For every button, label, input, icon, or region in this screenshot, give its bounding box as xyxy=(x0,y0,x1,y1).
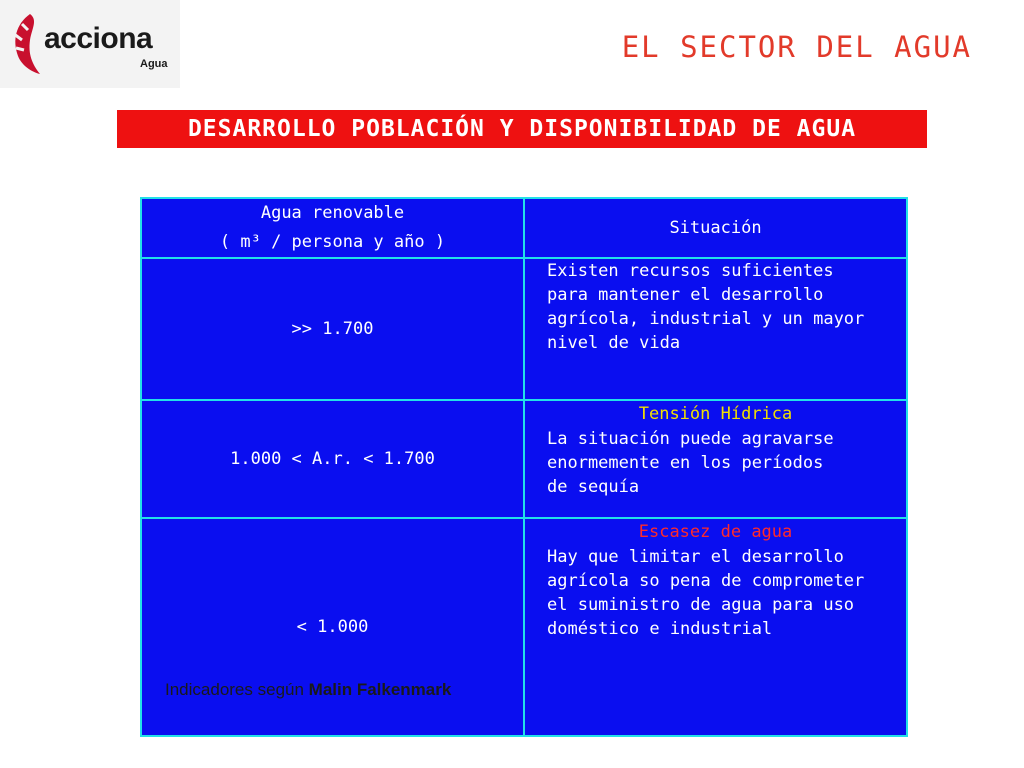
situation-line: Hay que limitar el desarrollo xyxy=(547,547,844,567)
renewable-value-cell: >> 1.700 xyxy=(141,258,524,400)
header-cell-situation: Situación xyxy=(524,198,907,258)
situation-line: el suministro de agua para uso xyxy=(547,595,855,615)
renewable-value-cell: < 1.000 xyxy=(141,518,524,736)
situation-line: para mantener el desarrollo xyxy=(547,285,824,305)
situation-line: agrícola, industrial y un mayor xyxy=(547,309,865,329)
situation-cell xyxy=(524,258,907,400)
logo-subtitle: Agua xyxy=(140,58,168,70)
renewable-value-cell: 1.000 < A.r. < 1.700 xyxy=(141,400,524,518)
situation-line: doméstico e industrial xyxy=(547,619,773,639)
water-scarcity-tag: Escasez de agua xyxy=(638,522,793,542)
situation-line: agrícola so pena de comprometer xyxy=(547,571,865,591)
water-stress-tag: Tensión Hídrica xyxy=(638,404,793,424)
water-availability-table xyxy=(140,197,908,737)
acciona-logo xyxy=(0,0,180,88)
situation-line: enormemente en los períodos xyxy=(547,453,824,473)
situation-line: La situación puede agravarse xyxy=(547,429,834,449)
table-row xyxy=(141,518,907,736)
table-row xyxy=(141,400,907,518)
situation-cell xyxy=(524,400,907,518)
footnote-author: Malin Falkenmark xyxy=(308,680,452,699)
table-header-row xyxy=(141,198,907,258)
section-banner: DESARROLLO POBLACIÓN Y DISPONIBILIDAD DE AGUA xyxy=(117,110,927,148)
table-row xyxy=(141,258,907,400)
header-renewable-label: Agua renovable xyxy=(260,203,405,223)
situation-cell xyxy=(524,518,907,736)
header-renewable-unit: ( m³ / persona y año ) xyxy=(219,232,446,252)
situation-line: de sequía xyxy=(547,477,640,497)
situation-line: Existen recursos suficientes xyxy=(547,261,834,281)
header-cell-renewable-water xyxy=(141,198,524,258)
page-title: EL SECTOR DEL AGUA xyxy=(621,30,972,64)
situation-line: nivel de vida xyxy=(547,333,681,353)
leaf-logo-icon xyxy=(10,10,44,76)
source-footnote xyxy=(165,680,451,700)
logo-wordmark: acciona xyxy=(44,22,153,55)
footnote-prefix: Indicadores según xyxy=(165,680,309,699)
